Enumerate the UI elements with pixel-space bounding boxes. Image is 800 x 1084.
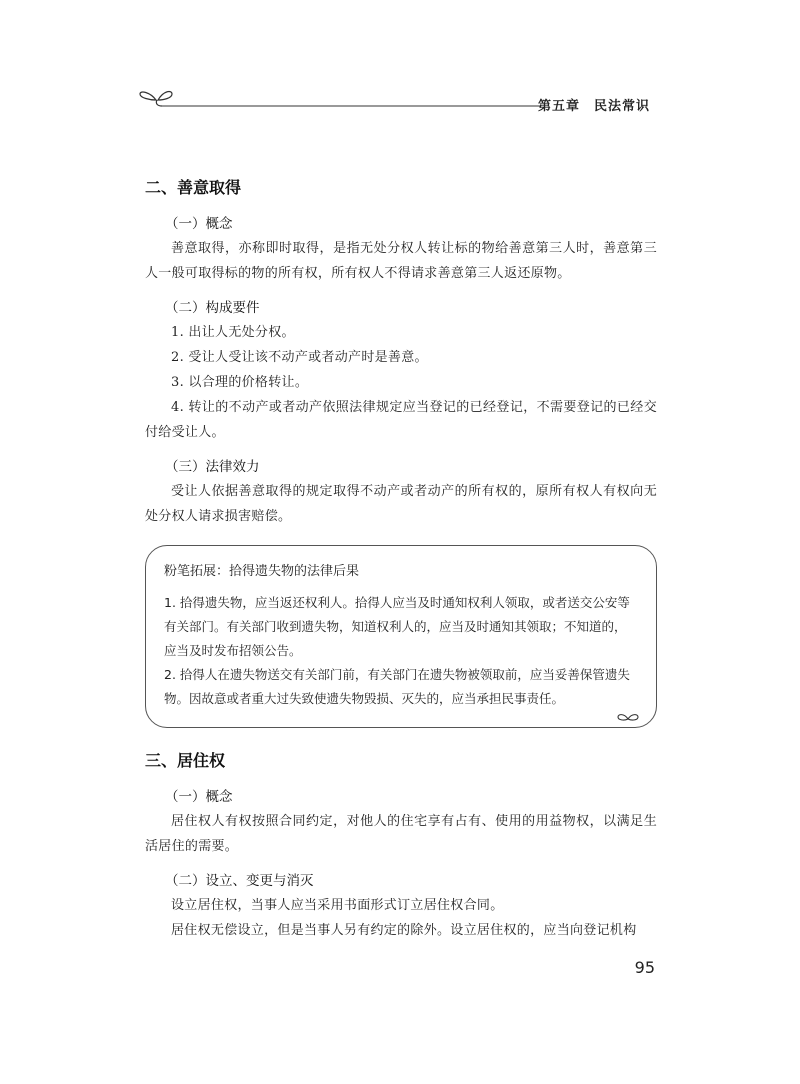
box-paragraph: 2. 拾得人在遗失物送交有关部门前，有关部门在遗失物被领取前，应当妥善保管遗失物。因故意或者重大过失致使遗失物毁损、灭失的，应当承担民事责任。 xyxy=(164,667,630,706)
subsection-title: （二）设立、变更与消灭 xyxy=(165,873,314,889)
header-rule xyxy=(0,0,800,130)
list-item: 3. 以合理的价格转让。 xyxy=(171,375,309,390)
page-header xyxy=(0,0,800,130)
leaf-icon xyxy=(616,711,640,725)
paragraph: 居住权人有权按照合同约定，对他人的住宅享有占有、使用的用益物权，以满足生活居住的需要。 xyxy=(145,814,657,854)
box-title: 粉笔拓展：拾得遗失物的法律后果 xyxy=(164,564,360,579)
subsection-title: （三）法律效力 xyxy=(165,459,260,475)
extension-box xyxy=(145,545,657,728)
subsection-title: （一）概念 xyxy=(165,216,233,232)
section-title: 二、善意取得 xyxy=(145,178,242,197)
page-content xyxy=(145,175,657,943)
chapter-title: 第五章 民法常识 xyxy=(537,99,650,114)
paragraph: 居住权无偿设立，但是当事人另有约定的除外。设立居住权的，应当向登记机构 xyxy=(171,923,637,938)
subsection-title: （一）概念 xyxy=(165,789,233,805)
box-paragraph: 1. 拾得遗失物，应当返还权利人。拾得人应当及时通知权利人领取，或者送交公安等有关部门。有关部门收到遗失物，知道权利人的，应当及时通知其领取；不知道的，应当及时发布招领公告。 xyxy=(164,595,630,658)
subsection-title: （二）构成要件 xyxy=(165,300,260,316)
page-number: 95 xyxy=(634,958,655,977)
sprout-icon xyxy=(140,92,172,106)
list-item: 4. 转让的不动产或者动产依照法律规定应当登记的已经登记，不需要登记的已经交付给受让人。 xyxy=(145,400,657,440)
paragraph: 设立居住权，当事人应当采用书面形式订立居住权合同。 xyxy=(171,898,504,913)
paragraph: 善意取得，亦称即时取得，是指无处分权人转让标的物给善意第三人时，善意第三人一般可取得标的物的所有权，所有权人不得请求善意第三人返还原物。 xyxy=(145,241,657,281)
list-item: 1. 出让人无处分权。 xyxy=(171,325,295,340)
section-title: 三、居住权 xyxy=(145,751,226,770)
paragraph: 受让人依据善意取得的规定取得不动产或者动产的所有权的，原所有权人有权向无处分权人请求损害赔偿。 xyxy=(145,484,657,524)
list-item: 2. 受让人受让该不动产或者动产时是善意。 xyxy=(171,350,428,365)
